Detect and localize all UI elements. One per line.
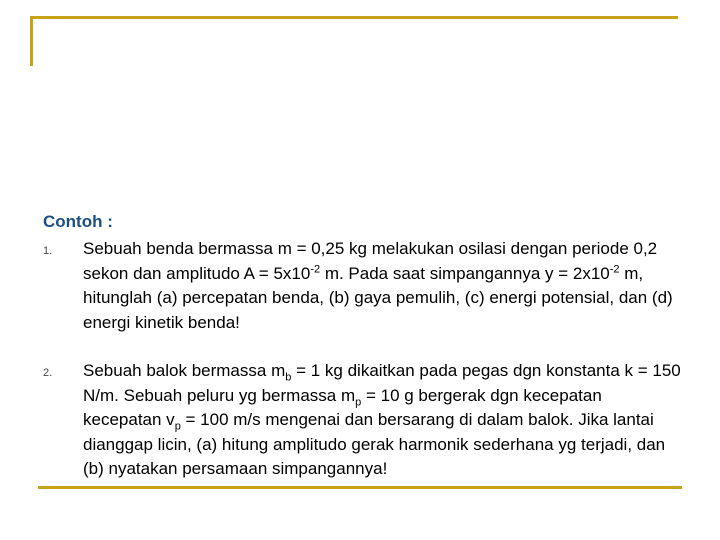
item-text (83, 237, 683, 335)
list-item-2 (43, 359, 683, 482)
slide-content (43, 210, 683, 482)
subscript: b (285, 371, 292, 384)
exponent: -2 (310, 262, 321, 275)
text-segment: m. Pada saat simpangannya y = 2x10 (320, 263, 610, 283)
subscript: p (355, 395, 362, 408)
item-number: 1. (43, 245, 53, 257)
frame-left-line (30, 16, 33, 66)
list-item-1 (43, 237, 683, 335)
item-number: 2. (43, 367, 53, 379)
text-segment: = 1 kg dikaitkan pada pegas dgn konstanta k = 150 N/m. Sebuah peluru yg bermassa m (83, 361, 681, 405)
frame-top-line (30, 16, 678, 19)
item-text (83, 359, 683, 482)
frame-bottom-line (38, 486, 682, 489)
text-segment: Sebuah balok bermassa m (83, 361, 286, 380)
text-segment: = 100 m/s mengenai dan bersarang di dalam balok. Jika lantai dianggap licin, (a) hitung amplitudo gerak harmonik sederhana yg terjadi, dan (b) nyatakan persamaan simpangannya! (83, 410, 666, 478)
text-segment: Sebuah benda bermassa m = 0,25 kg melakukan osilasi dengan periode 0,2 sekon dan amplitudo A = 5x10 (83, 239, 658, 283)
subscript: p (174, 420, 181, 433)
text-segment: m, hitunglah (a) percepatan benda, (b) gaya pemulih, (c) energi potensial, dan (d) energi kinetik benda! (83, 263, 673, 332)
exponent: -2 (609, 262, 620, 275)
slide-heading: Contoh : (43, 212, 113, 231)
text-segment: = 10 g bergerak dgn kecepatan kecepatan v (83, 385, 602, 429)
